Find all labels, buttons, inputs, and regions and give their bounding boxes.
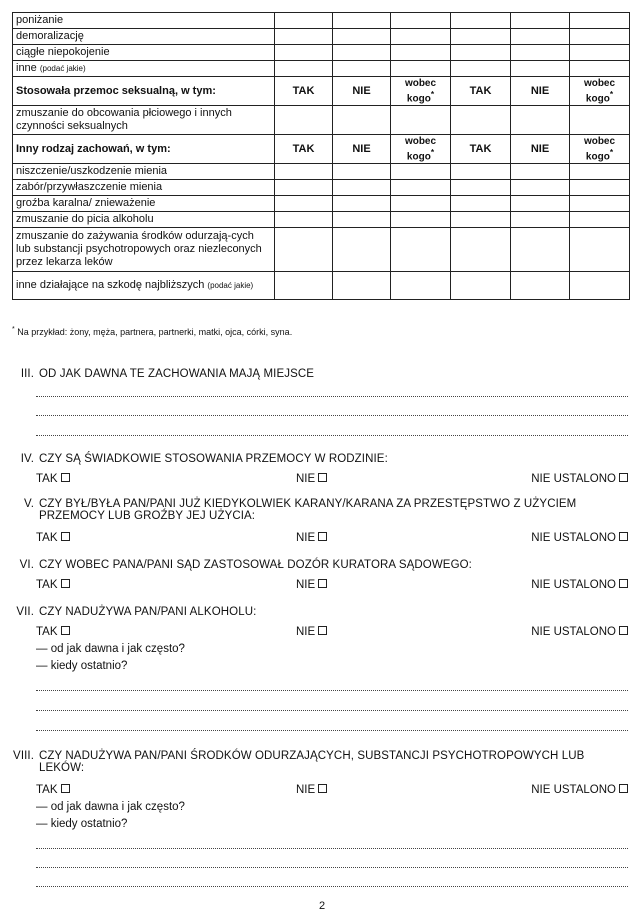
checkbox-icon[interactable] [619, 626, 628, 635]
checkbox-icon[interactable] [318, 579, 327, 588]
row-label: demoralizację [13, 29, 275, 45]
cell-tak[interactable] [275, 196, 333, 212]
cell-tak[interactable] [451, 164, 511, 180]
section-6 [12, 559, 632, 571]
inne-note: (podać jakie) [39, 64, 86, 73]
table-row [13, 164, 630, 180]
table-row [13, 106, 630, 135]
section-number: V. [23, 498, 34, 510]
table-row [13, 228, 630, 272]
cell-nie[interactable] [333, 29, 391, 45]
cell-wobec[interactable] [391, 13, 451, 29]
section-title: CZY WOBEC PANA/PANI SĄD ZASTOSOWAŁ DOZÓR KURATORA SĄDOWEGO: [39, 559, 472, 571]
row-label: ciągłe niepokojenie [13, 45, 275, 61]
question-frequency: — od jak dawna i jak często? [36, 643, 185, 655]
option-nie[interactable]: NIE [296, 473, 327, 485]
cell-tak[interactable] [275, 180, 333, 196]
cell-tak[interactable] [275, 45, 333, 61]
option-nie-ustalono[interactable]: NIE USTALONO [531, 579, 628, 591]
col-nie: NIE [511, 77, 570, 106]
col-wobec-kogo: wobec kogo* [570, 135, 630, 164]
option-tak[interactable]: TAK [36, 532, 70, 544]
inne-text: inne [16, 62, 37, 74]
col-nie: NIE [333, 77, 391, 106]
inne-text: inne działające na szkodę najbliższych [16, 279, 205, 291]
cell-nie[interactable] [511, 29, 570, 45]
cell-wobec[interactable] [570, 29, 630, 45]
options-row [36, 784, 628, 798]
col-tak: TAK [451, 135, 511, 164]
cell-nie[interactable] [511, 13, 570, 29]
section-title: CZY SĄ ŚWIADKOWIE STOSOWANIA PRZEMOCY W RODZINIE: [39, 453, 388, 465]
cell-nie[interactable] [511, 228, 570, 272]
cell-wobec[interactable] [570, 212, 630, 228]
cell-wobec[interactable] [570, 228, 630, 272]
row-label: poniżanie [13, 13, 275, 29]
checkbox-icon[interactable] [619, 473, 628, 482]
answer-line[interactable] [36, 710, 628, 711]
row-label: zmuszanie do obcowania płciowego i innych czynności seksualnych [13, 106, 275, 135]
table-header-row [13, 77, 630, 106]
col-nie: NIE [333, 135, 391, 164]
section-8 [12, 750, 632, 774]
cell-nie[interactable] [333, 45, 391, 61]
cell-tak[interactable] [275, 61, 333, 77]
cell-nie[interactable] [333, 106, 391, 135]
cell-nie[interactable] [511, 272, 570, 300]
page-number: 2 [318, 900, 326, 912]
cell-tak[interactable] [451, 196, 511, 212]
cell-tak[interactable] [451, 61, 511, 77]
table-row [13, 13, 630, 29]
section-number: IV. [20, 453, 34, 465]
cell-nie[interactable] [333, 61, 391, 77]
section-title: OD JAK DAWNA TE ZACHOWANIA MAJĄ MIEJSCE [39, 368, 315, 380]
answer-line[interactable] [36, 730, 628, 731]
answer-line[interactable] [36, 886, 628, 887]
cell-tak[interactable] [451, 272, 511, 300]
option-tak[interactable]: TAK [36, 579, 70, 591]
cell-tak[interactable] [275, 106, 333, 135]
cell-nie[interactable] [511, 196, 570, 212]
cell-nie[interactable] [333, 212, 391, 228]
answer-line[interactable] [36, 396, 628, 397]
option-nie[interactable]: NIE [296, 532, 327, 544]
cell-wobec[interactable] [570, 45, 630, 61]
cell-nie[interactable] [333, 13, 391, 29]
col-wobec-kogo: wobec kogo* [570, 77, 630, 106]
inne-note: (podać jakie) [207, 281, 254, 290]
option-tak[interactable]: TAK [36, 626, 70, 638]
cell-nie[interactable] [511, 212, 570, 228]
row-label: zabór/przywłaszczenie mienia [13, 180, 275, 196]
cell-wobec[interactable] [391, 29, 451, 45]
cell-nie[interactable] [333, 196, 391, 212]
col-wobec-kogo: wobec kogo* [391, 77, 451, 106]
checkbox-icon[interactable] [61, 784, 70, 793]
cell-nie[interactable] [511, 106, 570, 135]
checkbox-icon[interactable] [318, 532, 327, 541]
row-label: niszczenie/uszkodzenie mienia [13, 164, 275, 180]
option-tak[interactable]: TAK [36, 784, 70, 796]
col-wobec-kogo: wobec kogo* [391, 135, 451, 164]
cell-tak[interactable] [451, 29, 511, 45]
table-row [13, 272, 630, 300]
checkbox-icon[interactable] [61, 473, 70, 482]
cell-tak[interactable] [275, 212, 333, 228]
cell-wobec[interactable] [570, 180, 630, 196]
option-nie-ustalono[interactable]: NIE USTALONO [531, 473, 628, 485]
cell-nie[interactable] [511, 45, 570, 61]
cell-wobec[interactable] [391, 106, 451, 135]
cell-tak[interactable] [451, 13, 511, 29]
checkbox-icon[interactable] [61, 579, 70, 588]
cell-wobec[interactable] [570, 196, 630, 212]
cell-nie[interactable] [511, 164, 570, 180]
option-tak[interactable]: TAK [36, 473, 70, 485]
cell-wobec[interactable] [391, 196, 451, 212]
cell-wobec[interactable] [570, 272, 630, 300]
cell-nie[interactable] [333, 180, 391, 196]
row-label: zmuszanie do picia alkoholu [13, 212, 275, 228]
cell-tak[interactable] [275, 29, 333, 45]
option-nie[interactable]: NIE [296, 784, 327, 796]
row-label: groźba karalna/ znieważenie [13, 196, 275, 212]
answer-line[interactable] [36, 848, 628, 849]
checkbox-icon[interactable] [619, 579, 628, 588]
checkbox-icon[interactable] [318, 784, 327, 793]
options-row [36, 579, 628, 593]
options-row [36, 532, 628, 546]
other-behavior-header: Inny rodzaj zachowań, w tym: [13, 135, 275, 164]
section-7 [12, 606, 632, 618]
cell-tak[interactable] [451, 106, 511, 135]
cell-tak[interactable] [451, 228, 511, 272]
behavior-table [12, 12, 630, 300]
table-row [13, 45, 630, 61]
checkbox-icon[interactable] [318, 626, 327, 635]
section-3 [12, 368, 632, 380]
cell-wobec[interactable] [391, 272, 451, 300]
cell-wobec[interactable] [391, 164, 451, 180]
cell-nie[interactable] [333, 228, 391, 272]
answer-line[interactable] [36, 690, 628, 691]
footnote: * Na przykład: żony, męża, partnera, partnerki, matki, ojca, córki, syna. [12, 326, 293, 337]
question-last-time: — kiedy ostatnio? [36, 818, 128, 830]
cell-nie[interactable] [511, 180, 570, 196]
question-last-time: — kiedy ostatnio? [36, 660, 128, 672]
row-label-inne [13, 272, 275, 300]
col-tak: TAK [275, 135, 333, 164]
section-4 [12, 453, 632, 465]
table-row [13, 61, 630, 77]
cell-tak[interactable] [275, 272, 333, 300]
cell-wobec[interactable] [391, 45, 451, 61]
table-row [13, 29, 630, 45]
checkbox-icon[interactable] [318, 473, 327, 482]
answer-line[interactable] [36, 435, 628, 436]
cell-tak[interactable] [275, 164, 333, 180]
section-title: CZY NADUŻYWA PAN/PANI ŚRODKÓW ODURZAJĄCYCH, SUBSTANCJI PSYCHOTROPOWYCH LUB LEKÓW: [39, 750, 585, 774]
answer-line[interactable] [36, 415, 628, 416]
cell-tak[interactable] [451, 212, 511, 228]
cell-wobec[interactable] [391, 61, 451, 77]
option-nie[interactable]: NIE [296, 626, 327, 638]
cell-nie[interactable] [333, 164, 391, 180]
section-number: VIII. [13, 750, 34, 762]
cell-wobec[interactable] [570, 61, 630, 77]
cell-tak[interactable] [275, 13, 333, 29]
row-label: zmuszanie do zażywania środków odurzają-cych lub substancji psychotropowych oraz niezleconych przez lekarza leków [13, 228, 275, 272]
checkbox-icon[interactable] [61, 532, 70, 541]
checkbox-icon[interactable] [619, 532, 628, 541]
section-title: CZY NADUŻYWA PAN/PANI ALKOHOLU: [39, 606, 257, 618]
cell-wobec[interactable] [570, 164, 630, 180]
col-tak: TAK [451, 77, 511, 106]
cell-nie[interactable] [333, 272, 391, 300]
section-5 [12, 498, 632, 522]
table-row [13, 196, 630, 212]
section-number: VI. [19, 559, 34, 571]
options-row [36, 473, 628, 487]
col-nie: NIE [511, 135, 570, 164]
col-tak: TAK [275, 77, 333, 106]
cell-nie[interactable] [511, 61, 570, 77]
section-number: VII. [16, 606, 34, 618]
table-row [13, 180, 630, 196]
options-row [36, 626, 628, 640]
cell-wobec[interactable] [570, 106, 630, 135]
cell-tak[interactable] [451, 180, 511, 196]
section-number: III. [20, 368, 34, 380]
row-label-inne [13, 61, 275, 77]
cell-wobec[interactable] [391, 228, 451, 272]
option-nie[interactable]: NIE [296, 579, 327, 591]
cell-wobec[interactable] [391, 180, 451, 196]
option-nie-ustalono[interactable]: NIE USTALONO [531, 784, 628, 796]
question-frequency: — od jak dawna i jak często? [36, 801, 185, 813]
option-nie-ustalono[interactable]: NIE USTALONO [531, 626, 628, 638]
section-title: CZY BYŁ/BYŁA PAN/PANI JUŻ KIEDYKOLWIEK KARANY/KARANA ZA PRZESTĘPSTWO Z UŻYCIEM PRZEMOCY LUB GROŹBY JEJ UŻYCIA: [39, 498, 577, 522]
checkbox-icon[interactable] [619, 784, 628, 793]
table-row [13, 212, 630, 228]
answer-line[interactable] [36, 867, 628, 868]
cell-tak[interactable] [451, 45, 511, 61]
sexual-violence-header: Stosowała przemoc seksualną, w tym: [13, 77, 275, 106]
option-nie-ustalono[interactable]: NIE USTALONO [531, 532, 628, 544]
cell-tak[interactable] [275, 228, 333, 272]
table-header-row [13, 135, 630, 164]
checkbox-icon[interactable] [61, 626, 70, 635]
cell-wobec[interactable] [391, 212, 451, 228]
cell-wobec[interactable] [570, 13, 630, 29]
